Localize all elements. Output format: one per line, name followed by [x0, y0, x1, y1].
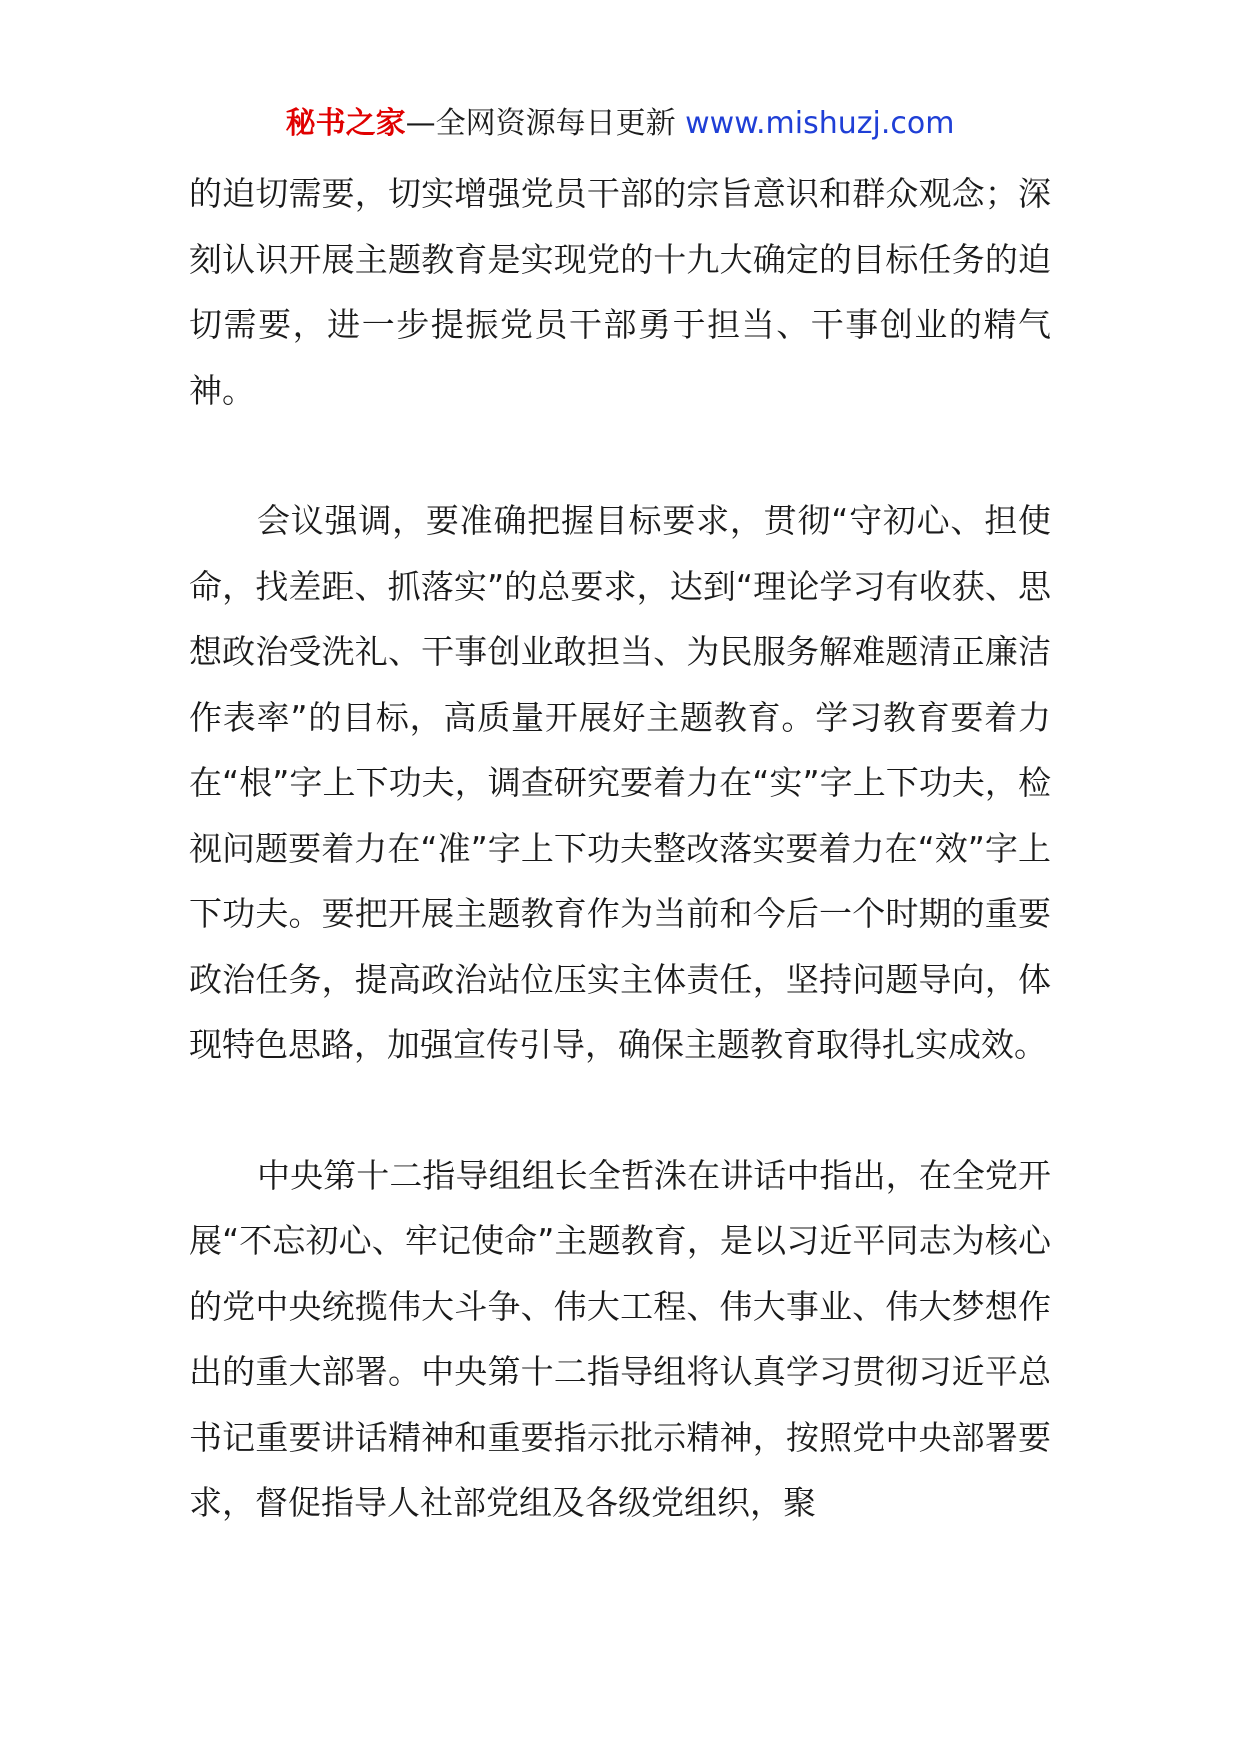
site-url-link[interactable]: www.mishuzj.com	[685, 106, 955, 141]
paragraph-meeting-emphasis: 会议强调，要准确把握目标要求，贯彻“守初心、担使命，找差距、抓落实”的总要求，达到“理论学习有收获、思想政治受洗礼、干事创业敢担当、为民服务解难题清正廉洁作表率”的目标，高质量开展好主题教育。学习教育要着力在“根”字上下功夫，调查研究要着力在“实”字上下功夫，检视问题要着力在“准”字上下功夫整改落实要着力在“效”字上下功夫。要把开展主题教育作为当前和今后一个时期的重要政治任务，提高政治站位压实主体责任，坚持问题导向，体现特色思路，加强宣传引导，确保主题教育取得扎实成效。	[189, 501, 1051, 1064]
paragraph-group-leader-speech: 中央第十二指导组组长全哲洙在讲话中指出，在全党开展“不忘初心、牢记使命”主题教育，是以习近平同志为核心的党中央统揽伟大斗争、伟大工程、伟大事业、伟大梦想作出的重大部署。中央第十二指导组将认真学习贯彻习近平总书记重要讲话精神和重要指示批示精神，按照党中央部署要求，督促指导人社部党组及各级党组织，聚	[189, 1155, 1051, 1522]
brand-name: 秘书之家	[285, 106, 406, 141]
page-header	[0, 102, 1240, 146]
paragraph-continued: 的迫切需要，切实增强党员干部的宗旨意识和群众观念；深刻认识开展主题教育是实现党的十九大确定的目标任务的迫切需要，进一步提振党员干部勇于担当、干事创业的精气神。	[189, 174, 1051, 410]
header-tagline: —全网资源每日更新	[405, 106, 686, 141]
document-body	[189, 161, 1051, 1536]
